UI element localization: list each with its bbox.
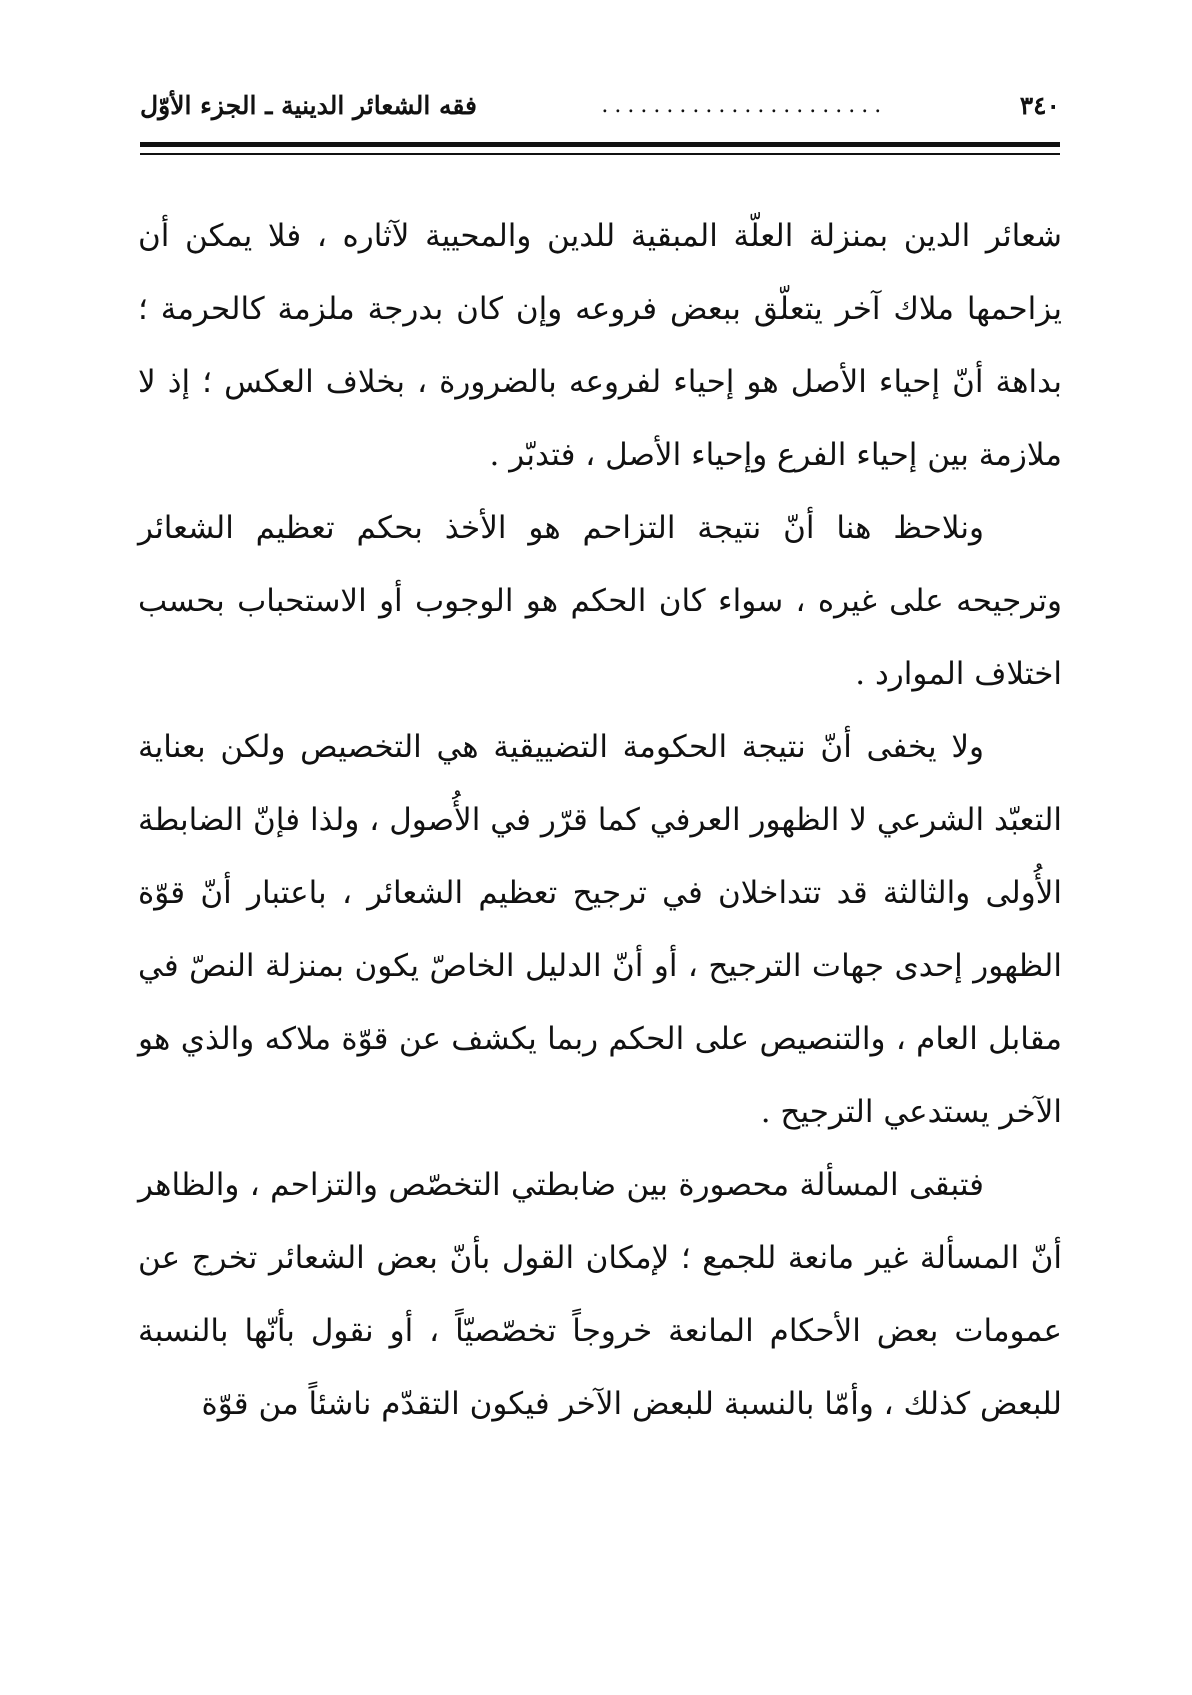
paragraph-1: شعائر الدين بمنزلة العلّة المبقية للدين والمحيية لآثاره ، فلا يمكن أن يزاحمها ملاك آخر يتعلّق ببعض فروعه وإن كان بدرجة ملزمة كالحرمة ؛ بداهة أنّ إحياء الأصل هو إحياء لفروعه بالضرورة ، بخلاف العكس ؛ إذ لا ملازمة بين إحياء الفرع وإحياء الأصل ، فتدبّر . [138, 218, 1063, 473]
paragraph-4: فتبقى المسألة محصورة بين ضابطتي التخصّص والتزاحم ، والظاهر أنّ المسألة غير مانعة للجمع ؛ لإمكان القول بأنّ بعض الشعائر تخرج عن عمومات بعض الأحكام المانعة خروجاً تخصّصيّاً ، أو نقول بأنّها بالنسبة للبعض كذلك ، وأمّا بالنسبة للبعض الآخر فيكون التقدّم ناشئاً من قوّة [138, 1167, 1062, 1422]
header-dot-leader: ...................... [601, 92, 888, 118]
running-title: فقه الشعائر الدينية ـ الجزء الأوّل [140, 90, 477, 120]
header-rule-thick [140, 142, 1060, 147]
paragraph-3: ولا يخفى أنّ نتيجة الحكومة التضييقية هي التخصيص ولكن بعناية التعبّد الشرعي لا الظهور العرفي كما قرّر في الأُصول ، ولذا فإنّ الضابطة الأُولى والثالثة قد تتداخلان في ترجيح تعظيم الشعائر ، باعتبار أنّ قوّة الظهور إحدى جهات الترجيح ، أو أنّ الدليل الخاصّ يكون بمنزلة النصّ في مقابل العام ، والتنصيص على الحكم ربما يكشف عن قوّة ملاكه والذي هو الآخر يستدعي الترجيح . [138, 729, 1062, 1130]
page-number: ٣٤٠ [1019, 90, 1060, 120]
page-header [140, 80, 1060, 130]
paragraph-2: ونلاحظ هنا أنّ نتيجة التزاحم هو الأخذ بحكم تعظيم الشعائر وترجيحه على غيره ، سواء كان الحكم هو الوجوب أو الاستحباب بحسب اختلاف الموارد . [138, 510, 1062, 692]
header-rule-thin [140, 153, 1060, 155]
body-text [138, 200, 1062, 1441]
